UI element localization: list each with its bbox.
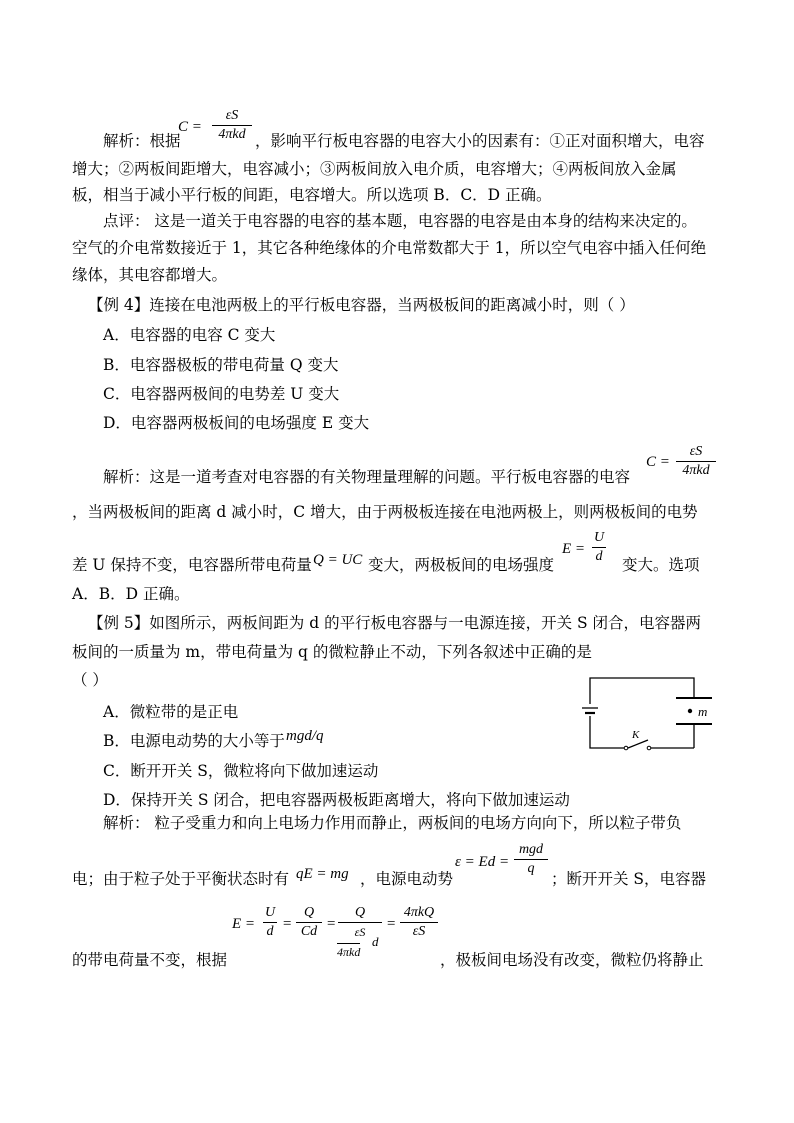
formula-c-label: C = [646, 454, 670, 470]
fraction-bar [400, 922, 438, 923]
equals-sign: = [326, 916, 337, 932]
analysis-text: ，影响平行板电容器的电容大小的因素有：①正对面积增大，电容 [255, 132, 705, 150]
denominator: Cd [300, 924, 318, 939]
example-4-option-a: A．电容器的电容 C 变大 [103, 326, 276, 344]
formula-capacitance [676, 444, 716, 479]
numerator: U [264, 905, 276, 920]
mass-label: m [698, 704, 708, 719]
comment-text: 点评： 这是一道关于电容器的电容的基本题，电容器的电容是由本身的结构来决定的。 [103, 212, 697, 230]
switch-contact [647, 746, 651, 750]
switch-contact [624, 746, 628, 750]
example-5-blank: （ ） [72, 671, 108, 689]
formula-q-uc: Q = UC [313, 552, 363, 568]
numerator: mgd [518, 842, 544, 857]
example-4-option-c: C．电容器两极间的电势差 U 变大 [103, 385, 340, 403]
numerator: Q [354, 905, 366, 920]
analysis-4-text: A．B．D 正确。 [72, 585, 190, 603]
analysis-5-text: 解析： 粒子受重力和向上电场力作用而静止，两板间的电场方向向下，所以粒子带负 [103, 814, 682, 832]
formula-c-label: C = [178, 119, 202, 135]
analysis-5-text: 电；由于粒子处于平衡状态时有 [72, 870, 290, 888]
analysis-text: 板，相当于减小平行板的间距，电容增大。所以选项 B．C．D 正确。 [72, 186, 552, 204]
example-4-option-b: B．电容器极板的带电荷量 Q 变大 [103, 356, 339, 374]
formula-mgd-over-q: mgd/q [286, 728, 324, 744]
circuit-wire [590, 716, 624, 748]
denominator: 4πkd [682, 463, 710, 478]
denominator: εS [354, 925, 366, 939]
formula-field-strength [592, 530, 606, 565]
fraction-bar [212, 125, 252, 126]
charged-particle [688, 709, 692, 713]
fraction-bar [514, 859, 548, 860]
denominator: εS [412, 924, 426, 939]
formula-chain-e: E = [232, 916, 256, 932]
denominator: 4πkd [218, 127, 246, 142]
comment-text: 空气的介电常数接近于 1，其它各种绝缘体的介电常数都大于 1，所以空气电容中插入任何绝 [72, 239, 707, 257]
formula-chain-part [263, 905, 277, 940]
analysis-4-text: ，当两极板间的距离 d 减小时，C 增大，由于两极板连接在电池两极上，则两极板间的电势 [72, 503, 698, 521]
analysis-4-text: 解析：这是一道考查对电容器的有关物理量理解的问题。平行板电容器的电容 [103, 468, 631, 486]
analysis-5-text: ，电源电动势 [360, 870, 454, 888]
fraction-bar [592, 547, 606, 548]
example-4-question: 【例 4】连接在电池两极上的平行板电容器，当两极板间的距离减小时，则（ ） [88, 296, 635, 314]
nested-denominator [337, 942, 360, 962]
example-4-option-d: D．电容器两极板间的电场强度 E 变大 [103, 414, 370, 432]
example-5-question: 【例 5】如图所示，两板间距为 d 的平行板电容器与一电源连接，开关 S 闭合，电容器两 [88, 614, 702, 632]
analysis-lead: 解析：根据 [103, 132, 181, 150]
example-5-question: 板间的一质量为 m，带电荷量为 q 的微粒静止不动，下列各叙述中正确的是 [72, 643, 592, 661]
analysis-4-text: 变大，两极板间的电场强度 [368, 556, 555, 574]
numerator: εS [689, 444, 703, 459]
analysis-4-text: 变大。选项 [622, 556, 700, 574]
nested-denominator-text: 4πkd [337, 945, 361, 959]
nested-d: d [372, 934, 379, 949]
numerator: U [593, 530, 605, 545]
numerator: Q [303, 905, 315, 920]
equals-sign: = [386, 916, 397, 932]
example-5-option-d: D．保持开关 S 闭合，把电容器两极板距离增大，将向下做加速运动 [103, 791, 570, 809]
fraction-bar [338, 922, 382, 923]
example-5-option-a: A．微粒带的是正电 [103, 703, 239, 721]
numerator: εS [225, 108, 239, 123]
equals-sign: = [282, 916, 293, 932]
formula-e-label: E = [562, 541, 586, 557]
analysis-5-text: ；断开开关 S，电容器 [551, 870, 707, 888]
analysis-text: 增大；②两板间距增大，电容减小；③两板间放入电介质，电容增大；④两板间放入金属 [72, 160, 677, 178]
formula-qe-mg: qE = mg [296, 866, 349, 882]
formula-emf-fraction [514, 842, 548, 877]
analysis-5-text: 的带电荷量不变，根据 [72, 951, 228, 969]
comment-text: 缘体，其电容都增大。 [72, 266, 228, 284]
fraction-bar [263, 922, 277, 923]
switch-label: K [632, 729, 640, 741]
denominator: d [595, 549, 603, 564]
formula-chain-part [400, 905, 438, 940]
circuit-diagram [572, 672, 722, 757]
denominator: q [527, 861, 535, 876]
analysis-4-text: 差 U 保持不变，电容器所带电荷量 [72, 556, 312, 574]
numerator: 4πkQ [403, 905, 435, 920]
circuit-wire [590, 678, 694, 704]
switch-lever [628, 740, 648, 748]
example-5-option-c: C．断开开关 S，微粒将向下做加速运动 [103, 762, 379, 780]
fraction-bar [676, 461, 716, 462]
fraction-bar [296, 922, 322, 923]
formula-chain-part [296, 905, 322, 940]
analysis-5-text: ，极板间电场没有改变，微粒仍将静止 [440, 951, 704, 969]
example-5-option-b: B．电源电动势的大小等于 [103, 732, 285, 750]
formula-capacitance [212, 108, 252, 143]
formula-emf: ε = Ed = [455, 854, 510, 870]
denominator: d [266, 924, 274, 939]
